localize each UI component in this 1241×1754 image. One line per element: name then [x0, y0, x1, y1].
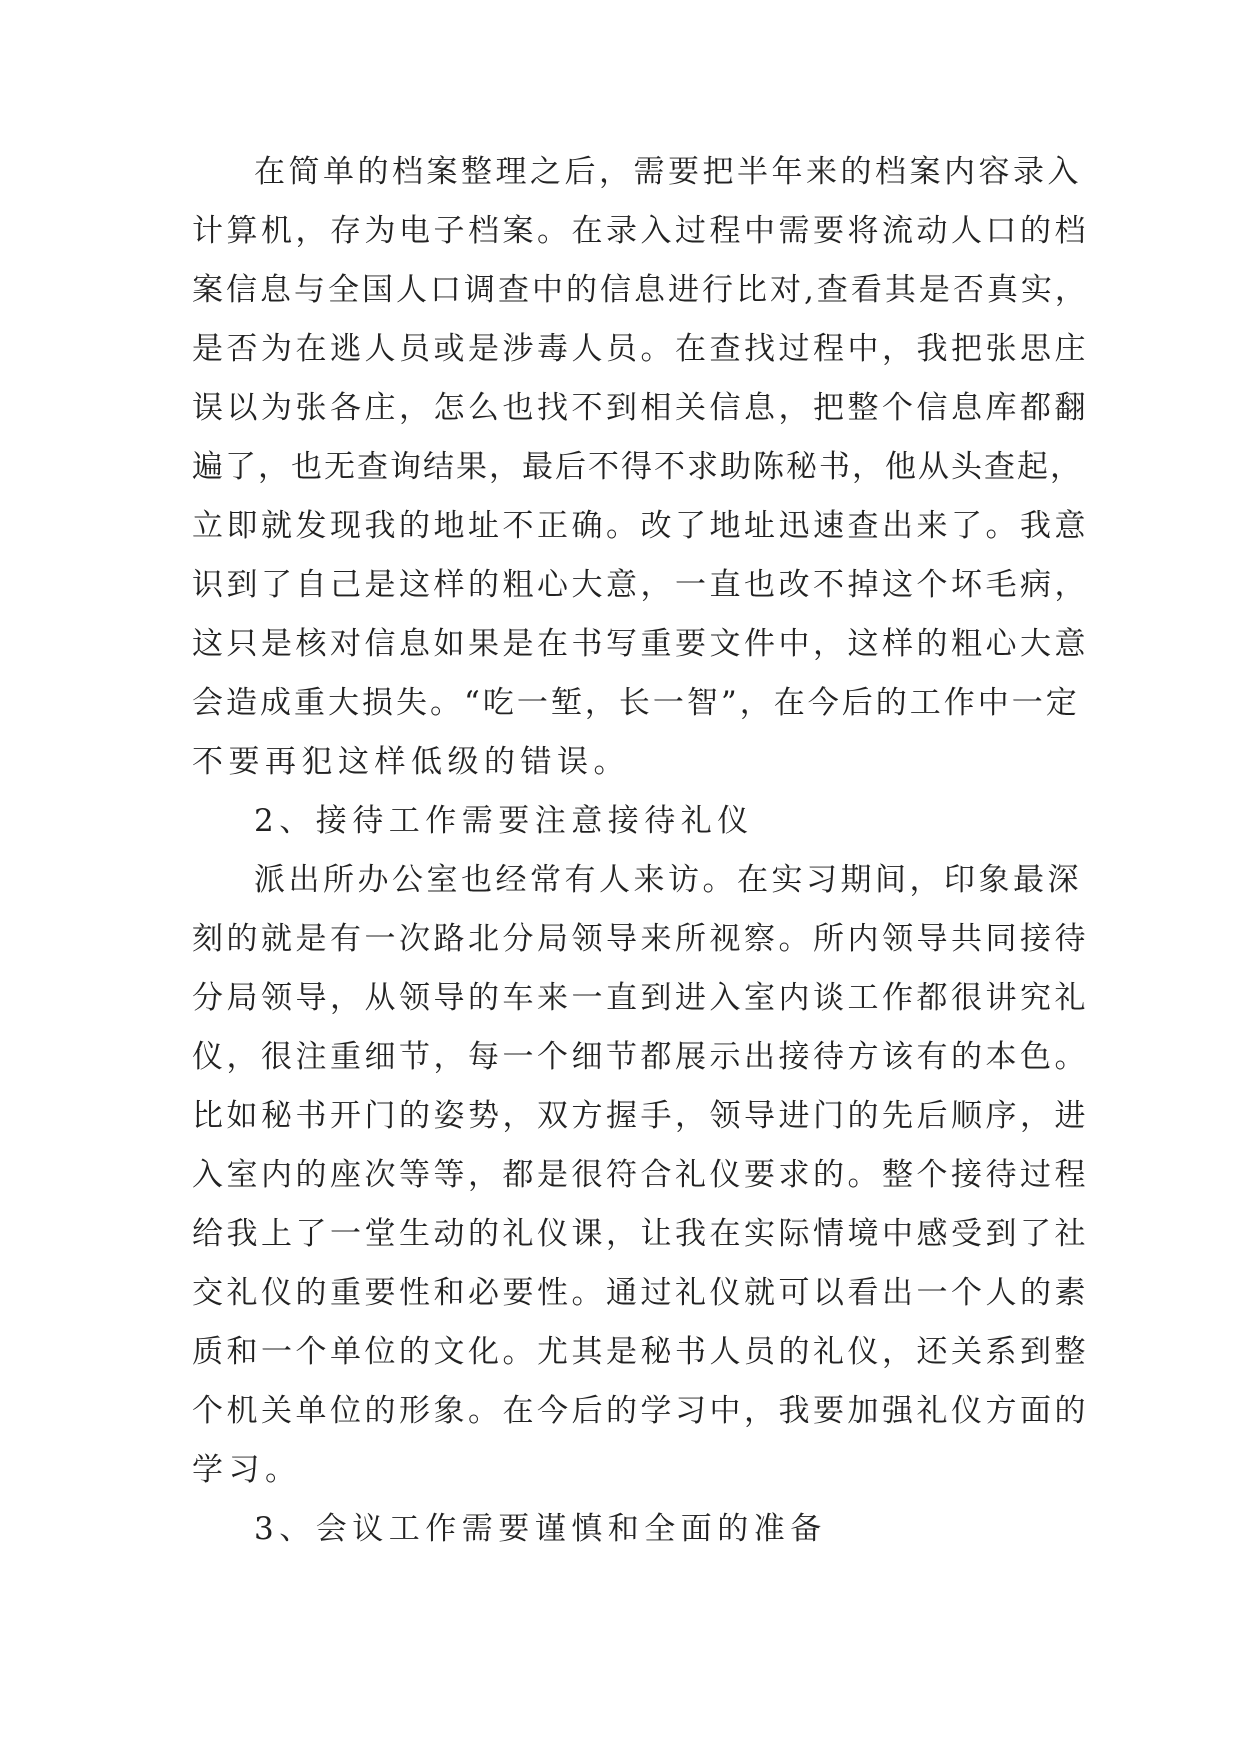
text-line: 交礼仪的重要性和必要性。通过礼仪就可以看出一个人的素: [192, 1275, 1089, 1311]
text-line: 立即就发现我的地址不正确。改了地址迅速查出来了。我意: [192, 508, 1089, 544]
text-line: 案信息与全国人口调查中的信息进行比对,查看其是否真实，: [192, 272, 1089, 308]
text-line: 是否为在逃人员或是涉毒人员。在查找过程中，我把张思庄: [192, 331, 1089, 367]
text-line: 分局领导，从领导的车来一直到进入室内谈工作都很讲究礼: [192, 980, 1089, 1016]
text-line: 这只是核对信息如果是在书写重要文件中，这样的粗心大意: [192, 626, 1089, 662]
text-line: 入室内的座次等等，都是很符合礼仪要求的。整个接待过程: [192, 1157, 1089, 1193]
text-line: 误以为张各庄，怎么也找不到相关信息，把整个信息库都翻: [192, 390, 1089, 426]
section-heading: 3、会议工作需要谨慎和全面的准备: [254, 1511, 827, 1547]
text-line: 不要再犯这样低级的错误。: [192, 744, 630, 780]
text-line: 识到了自己是这样的粗心大意，一直也改不掉这个坏毛病，: [192, 567, 1089, 603]
text-line: 会造成重大损失。“吃一堑，长一智”，在今后的工作中一定: [192, 685, 1080, 721]
text-line: 个机关单位的形象。在今后的学习中，我要加强礼仪方面的: [192, 1393, 1089, 1429]
text-line: 给我上了一堂生动的礼仪课，让我在实际情境中感受到了社: [192, 1216, 1089, 1252]
text-line: 学习。: [192, 1452, 302, 1488]
text-line: 遍了，也无查询结果，最后不得不求助陈秘书，他从头查起，: [192, 449, 1083, 485]
text-line: 在简单的档案整理之后，需要把半年来的档案内容录入: [254, 154, 1082, 190]
text-line: 仪，很注重细节，每一个细节都展示出接待方该有的本色。: [192, 1039, 1089, 1075]
text-line: 质和一个单位的文化。尤其是秘书人员的礼仪，还关系到整: [192, 1334, 1089, 1370]
section-heading: 2、接待工作需要注意接待礼仪: [254, 803, 754, 839]
text-line: 比如秘书开门的姿势，双方握手，领导进门的先后顺序，进: [192, 1098, 1089, 1134]
text-line: 计算机，存为电子档案。在录入过程中需要将流动人口的档: [192, 213, 1089, 249]
text-line: 派出所办公室也经常有人来访。在实习期间，印象最深: [254, 862, 1082, 898]
text-line: 刻的就是有一次路北分局领导来所视察。所内领导共同接待: [192, 921, 1089, 957]
